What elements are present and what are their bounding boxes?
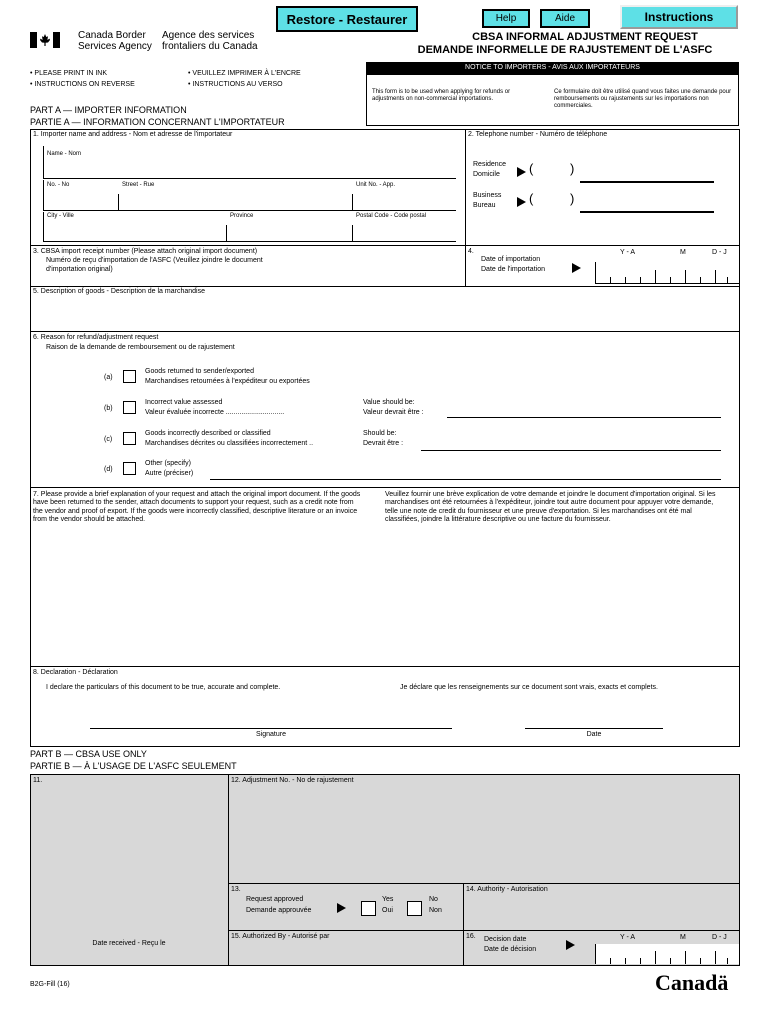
option-d-checkbox[interactable]: [123, 462, 136, 475]
row-divider: [30, 286, 740, 287]
request-approved-fr: Demande approuvée: [246, 907, 312, 914]
notice-text-en: This form is to be used when applying for refunds or adjustments on non-commercial importations.: [372, 89, 511, 103]
row-divider: [30, 487, 740, 488]
arrow-right-icon: [337, 903, 346, 913]
no-label-en: No: [429, 896, 438, 903]
col-divider: [118, 194, 119, 210]
option-b-text-en: Incorrect value assessed: [145, 399, 223, 406]
col-divider: [352, 225, 353, 241]
area-code-open: (: [529, 191, 534, 206]
arrow-right-icon: [572, 263, 581, 273]
arrow-right-icon: [517, 167, 526, 177]
field-3-label-1: 3. CBSA import receipt number (Please attach original import document): [33, 248, 258, 255]
name-label: Name - Nom: [47, 151, 82, 157]
option-b-checkbox[interactable]: [123, 401, 136, 414]
instructions-reverse-fr: • INSTRUCTIONS AU VERSO: [188, 81, 283, 88]
declaration-date-field[interactable]: [525, 728, 663, 729]
part-b-title-en: PART B — CBSA USE ONLY: [30, 749, 147, 759]
city-label: City - Ville: [47, 213, 74, 219]
should-be-field[interactable]: [421, 450, 721, 451]
agency-name-en-1: Canada Border: [78, 30, 146, 41]
field-3-label-3: d'importation original): [46, 266, 113, 273]
area-code-open: (: [529, 161, 534, 176]
col-divider: [465, 129, 466, 286]
value-should-be-field[interactable]: [447, 417, 721, 418]
other-specify-field[interactable]: [210, 479, 721, 480]
day-header: D - J: [712, 249, 727, 256]
decision-date-fr: Date de décision: [484, 946, 537, 953]
aide-button[interactable]: Aide: [540, 9, 590, 28]
signature-label: Signature: [256, 731, 286, 738]
canada-flag-logo: [30, 32, 60, 48]
agency-name-en-2: Services Agency: [78, 41, 152, 52]
year-header: Y - A: [620, 249, 636, 256]
field-8-label: 8. Declaration - Déclaration: [33, 669, 118, 676]
business-phone-field[interactable]: [580, 211, 714, 213]
date-of-importation-field[interactable]: [595, 262, 739, 284]
import-receipt-number-field[interactable]: [350, 248, 460, 284]
print-in-ink-fr: • VEUILLEZ IMPRIMER À L'ENCRE: [188, 70, 301, 77]
agency-name-fr-1: Agence des services: [162, 30, 255, 41]
field-4-label: 4.: [468, 248, 474, 255]
business-label-en: Business: [473, 192, 502, 199]
date-of-importation-fr: Date de l'importation: [481, 266, 545, 273]
date-of-importation-en: Date of importation: [481, 256, 541, 263]
approved-yes-checkbox[interactable]: [361, 901, 376, 916]
field-1-label: 1. Importer name and address - Nom et adresse de l'importateur: [33, 131, 233, 138]
col-divider: [352, 194, 353, 210]
decision-date-field[interactable]: [595, 944, 739, 964]
field-14-label: 14. Authority - Autorisation: [466, 886, 548, 893]
should-be-en: Should be:: [363, 430, 397, 437]
field-12-label: 12. Adjustment No. - No de rajustement: [231, 777, 354, 784]
form-title-fr: DEMANDE INFORMELLE DE RAJUSTEMENT DE L'ASFC: [417, 44, 713, 56]
col-divider: [463, 883, 464, 966]
residence-label-fr: Domicile: [473, 171, 500, 178]
print-in-ink-en: • PLEASE PRINT IN INK: [30, 70, 108, 77]
option-b-text-fr: Valeur évaluée incorrecte ..............................: [145, 409, 285, 416]
part-b-title-fr: PARTIE B — À L'USAGE DE L'ASFC SEULEMENT: [30, 761, 237, 771]
option-d-text-fr: Autre (préciser): [145, 470, 194, 477]
field-3-label-2: Numéro de reçu d'importation de l'ASFC (Veuillez joindre le document: [46, 257, 263, 264]
form-code: B2G-Fill (16): [30, 981, 70, 988]
option-a-text-en: Goods returned to sender/exported: [145, 368, 254, 375]
restore-button[interactable]: Restore - Restaurer: [276, 6, 418, 32]
col-divider: [226, 225, 227, 241]
field-6-label-2: Raison de la demande de remboursement ou de rajustement: [46, 344, 235, 351]
no-label-fr: Non: [429, 907, 442, 914]
decision-date-en: Decision date: [484, 936, 527, 943]
field-7-instructions-en: 7. Please provide a brief explanation of your request and attach the original import document. If the goods have been returned to the sender, attach documents to support your request, such as a credit note from the vendor and proof of export. If the goods were incorrectly classified, descriptive literature or an invoice from the vendor should be attached.: [33, 491, 361, 524]
province-label: Province: [230, 213, 254, 219]
row-divider: [228, 930, 740, 931]
option-d-letter: (d): [104, 466, 113, 473]
row-divider: [30, 245, 740, 246]
request-approved-en: Request approved: [246, 896, 304, 903]
business-label-fr: Bureau: [473, 202, 496, 209]
declaration-en: I declare the particulars of this document to be true, accurate and complete.: [46, 684, 281, 691]
instructions-reverse-en: • INSTRUCTIONS ON REVERSE: [30, 81, 135, 88]
row-divider: [30, 331, 740, 332]
month-header: M: [680, 934, 686, 941]
residence-phone-field[interactable]: [580, 181, 714, 183]
option-d-text-en: Other (specify): [145, 460, 191, 467]
option-a-text-fr: Marchandises retournées à l'expéditeur ou exportées: [145, 378, 310, 385]
explanation-field[interactable]: [34, 548, 736, 662]
field-5-label: 5. Description of goods - Description de la marchandise: [33, 288, 205, 295]
no-label: No. - No: [47, 182, 70, 188]
notice-text-fr: Ce formulaire doit être utilisé quand vous faites une demande pour remboursements ou rajustements sur les importations non commerciales.: [554, 89, 732, 110]
area-code-close: ): [570, 191, 575, 206]
field-2-label: 2. Telephone number - Numéro de téléphone: [468, 131, 608, 138]
notice-title: NOTICE TO IMPORTERS - AVIS AUX IMPORTATEURS: [465, 64, 640, 71]
col-divider: [228, 774, 229, 966]
residence-label-en: Residence: [473, 161, 507, 168]
yes-label-fr: Oui: [382, 907, 393, 914]
arrow-right-icon: [517, 197, 526, 207]
value-should-be-en: Value should be:: [363, 399, 415, 406]
unit-label: Unit No. - App.: [356, 182, 396, 188]
importer-name-field[interactable]: [43, 146, 456, 179]
option-c-text-en: Goods incorrectly described or classified: [145, 430, 271, 437]
row-divider: [228, 883, 740, 884]
approved-no-checkbox[interactable]: [407, 901, 422, 916]
value-should-be-fr: Valeur devrait être :: [363, 409, 424, 416]
field-16-label: 16.: [466, 933, 476, 940]
field-15-label: 15. Authorized By - Autorisé par: [231, 933, 330, 940]
field-13-label: 13.: [231, 886, 241, 893]
yes-label-en: Yes: [382, 896, 394, 903]
option-c-checkbox[interactable]: [123, 432, 136, 445]
description-of-goods-field[interactable]: [34, 298, 736, 328]
should-be-fr: Devrait être :: [363, 440, 404, 447]
option-b-letter: (b): [104, 405, 113, 412]
year-header: Y - A: [620, 934, 636, 941]
street-label: Street - Rue: [122, 182, 155, 188]
month-header: M: [680, 249, 686, 256]
declaration-fr: Je déclare que les renseignements sur ce document sont vrais, exacts et complets.: [400, 684, 658, 691]
field-11-label: 11.: [33, 777, 43, 784]
instructions-button[interactable]: Instructions: [620, 5, 738, 29]
arrow-right-icon: [566, 940, 575, 950]
field-7-instructions-fr: Veuillez fournir une brève explication de votre demande et joindre le document d'importation original. Si les marchandises ont été retournées à l'expéditeur, joindre tout autre document pour appuyer votre demande, telle une note de credit du fournisseur et une preuve d'exportation. Si les marchandises ont été mal classifiées, joindre la littérature descriptive ou une facture du fournisseur.: [385, 491, 716, 524]
agency-name-fr-2: frontaliers du Canada: [162, 41, 258, 52]
option-c-letter: (c): [104, 436, 113, 443]
help-button[interactable]: Help: [482, 9, 530, 28]
row-divider: [30, 666, 740, 667]
option-a-checkbox[interactable]: [123, 370, 136, 383]
option-a-letter: (a): [104, 374, 113, 381]
area-code-close: ): [570, 161, 575, 176]
form-title-en: CBSA INFORMAL ADJUSTMENT REQUEST: [472, 31, 698, 43]
postal-code-label: Postal Code - Code postal: [356, 213, 427, 219]
date-received-label: Date received - Reçu le: [92, 940, 166, 947]
day-header: D - J: [712, 934, 727, 941]
canada-wordmark: Canadä: [655, 970, 729, 995]
declaration-date-label: Date: [586, 731, 602, 738]
part-a-title-fr: PARTIE A — INFORMATION CONCERNANT L'IMPORTATEUR: [30, 117, 285, 127]
part-a-title-en: PART A — IMPORTER INFORMATION: [30, 105, 187, 115]
signature-field[interactable]: [90, 728, 452, 729]
field-6-label-1: 6. Reason for refund/adjustment request: [33, 334, 159, 341]
option-c-text-fr: Marchandises décrites ou classifiées incorrectement ..: [145, 440, 314, 447]
